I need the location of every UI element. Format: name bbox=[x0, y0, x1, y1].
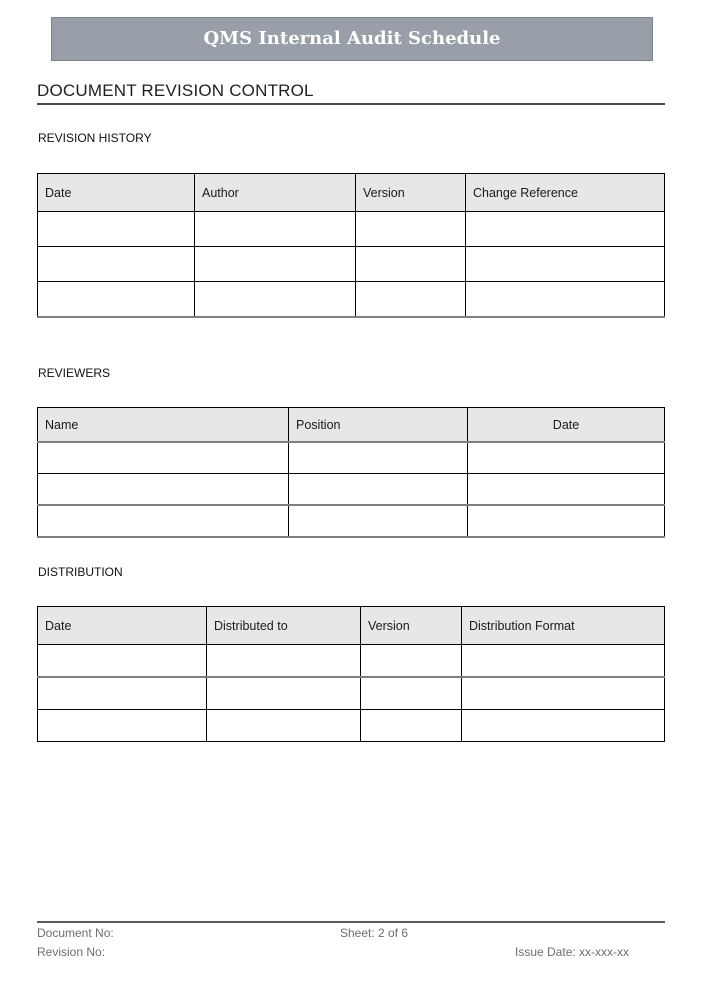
column-header-date: Date bbox=[38, 174, 195, 212]
distribution-table bbox=[37, 606, 665, 742]
table-cell[interactable] bbox=[38, 645, 207, 678]
table-row bbox=[38, 645, 665, 678]
table-cell[interactable] bbox=[462, 710, 665, 742]
table-cell[interactable] bbox=[195, 247, 356, 282]
column-header-position: Position bbox=[289, 408, 468, 443]
column-header-version: Version bbox=[356, 174, 466, 212]
table-cell[interactable] bbox=[38, 710, 207, 742]
table-cell[interactable] bbox=[38, 474, 289, 506]
reviewers-table bbox=[37, 407, 665, 538]
column-header-date: Date bbox=[38, 607, 207, 645]
column-header-distribution-format: Distribution Format bbox=[462, 607, 665, 645]
table-row bbox=[38, 247, 665, 282]
column-header-author: Author bbox=[195, 174, 356, 212]
table-cell[interactable] bbox=[468, 505, 665, 537]
table-row bbox=[38, 442, 665, 474]
table-cell[interactable] bbox=[361, 710, 462, 742]
section-label-distribution: DISTRIBUTION bbox=[38, 565, 123, 579]
column-header-distributed-to: Distributed to bbox=[207, 607, 361, 645]
table-cell[interactable] bbox=[38, 282, 195, 318]
section-label-reviewers: REVIEWERS bbox=[38, 366, 111, 380]
footer-rule bbox=[37, 921, 665, 923]
column-header-date: Date bbox=[468, 408, 665, 443]
table-cell[interactable] bbox=[38, 212, 195, 247]
table-cell[interactable] bbox=[462, 677, 665, 710]
table-cell[interactable] bbox=[207, 710, 361, 742]
table-cell[interactable] bbox=[38, 442, 289, 474]
table-cell[interactable] bbox=[466, 247, 665, 282]
table-cell[interactable] bbox=[289, 474, 468, 506]
footer-document-no: Document No: bbox=[37, 926, 114, 940]
table-header-row bbox=[38, 174, 665, 212]
table-cell[interactable] bbox=[195, 212, 356, 247]
revision-history-table bbox=[37, 173, 665, 318]
table-header-row bbox=[38, 607, 665, 645]
table-row bbox=[38, 710, 665, 742]
column-header-name: Name bbox=[38, 408, 289, 443]
table-row bbox=[38, 474, 665, 506]
table-row bbox=[38, 282, 665, 318]
table-cell[interactable] bbox=[356, 282, 466, 318]
table-row bbox=[38, 212, 665, 247]
footer-sheet-number: Sheet: 2 of 6 bbox=[340, 926, 409, 940]
table-cell[interactable] bbox=[289, 442, 468, 474]
column-header-change-reference: Change Reference bbox=[466, 174, 665, 212]
column-header-version: Version bbox=[361, 607, 462, 645]
table-header-row bbox=[38, 408, 665, 443]
table-cell[interactable] bbox=[462, 645, 665, 678]
title-banner-label: QMS Internal Audit Schedule bbox=[203, 28, 501, 49]
section-label-revision-history: REVISION HISTORY bbox=[38, 131, 152, 145]
page-heading: DOCUMENT REVISION CONTROL bbox=[37, 81, 314, 100]
table-cell[interactable] bbox=[361, 645, 462, 678]
table-row bbox=[38, 505, 665, 537]
table-cell[interactable] bbox=[195, 282, 356, 318]
footer-revision-no: Revision No: bbox=[37, 945, 106, 959]
table-cell[interactable] bbox=[289, 505, 468, 537]
footer-issue-date: Issue Date: xx-xxx-xx bbox=[515, 945, 630, 959]
heading-underline bbox=[37, 103, 665, 105]
table-row bbox=[38, 677, 665, 710]
table-cell[interactable] bbox=[356, 247, 466, 282]
table-cell[interactable] bbox=[468, 442, 665, 474]
table-cell[interactable] bbox=[468, 474, 665, 506]
table-cell[interactable] bbox=[466, 212, 665, 247]
table-cell[interactable] bbox=[356, 212, 466, 247]
title-banner bbox=[51, 17, 653, 61]
table-cell[interactable] bbox=[38, 505, 289, 537]
table-cell[interactable] bbox=[207, 677, 361, 710]
table-cell[interactable] bbox=[207, 645, 361, 678]
table-cell[interactable] bbox=[466, 282, 665, 318]
table-cell[interactable] bbox=[38, 677, 207, 710]
table-cell[interactable] bbox=[38, 247, 195, 282]
table-cell[interactable] bbox=[361, 677, 462, 710]
